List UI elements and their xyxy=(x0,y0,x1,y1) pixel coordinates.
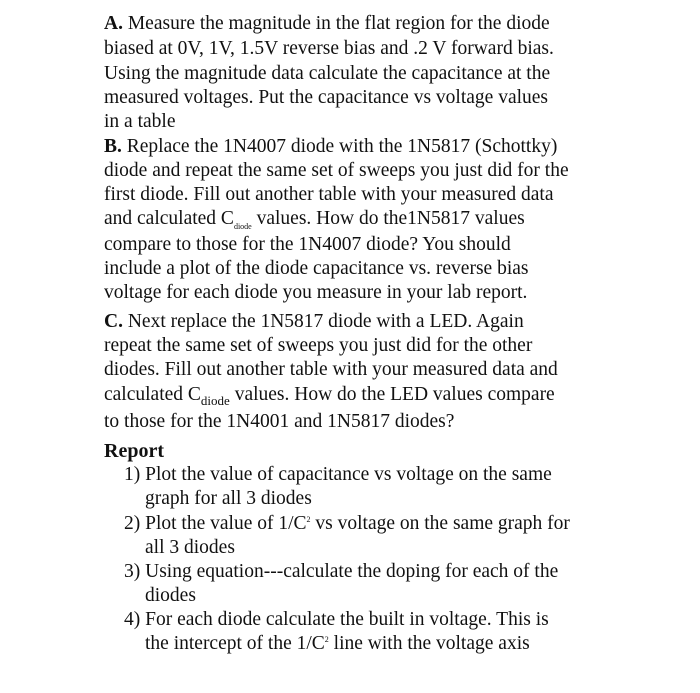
report-item-4-post: line with the voltage axis xyxy=(328,633,530,654)
report-item-2-line-1 xyxy=(124,512,570,539)
section-b-line-4-post: values. How do the1N5817 values xyxy=(251,208,525,229)
report-item-4-pre: the intercept of the 1/C xyxy=(145,633,325,654)
report-item-2-line-2: all 3 diodes xyxy=(145,537,235,558)
section-a-line-3: Using the magnitude data calculate the capacitance at the xyxy=(104,63,551,84)
section-b-line-5: compare to those for the 1N4007 diode? You should xyxy=(104,234,511,255)
section-b-line-7: voltage for each diode you measure in your lab report. xyxy=(104,282,528,303)
report-item-4-line-1: 4) For each diode calculate the built in voltage. This is xyxy=(124,609,549,630)
report-item-4-line-2 xyxy=(145,632,530,659)
section-b-line-3: first diode. Fill out another table with your measured data xyxy=(104,184,554,205)
report-item-1-line-1: 1) Plot the value of capacitance vs voltage on the same xyxy=(124,464,552,485)
section-a-line-5: in a table xyxy=(104,111,176,132)
section-b-line-2: diode and repeat the same set of sweeps you just did for the xyxy=(104,160,569,181)
section-a-text-1: Measure the magnitude in the flat region for the diode xyxy=(122,13,550,34)
section-c-text-1: Next replace the 1N5817 diode with a LED. Again xyxy=(122,311,524,332)
section-b-line-1 xyxy=(104,135,557,159)
report-item-2-pre: 2) Plot the value of 1/C xyxy=(124,513,307,534)
section-c-line-3: diodes. Fill out another table with your measured data and xyxy=(104,359,558,380)
section-b-label: B. xyxy=(104,136,122,157)
report-heading: Report xyxy=(104,440,164,462)
section-a-line-1 xyxy=(104,12,550,36)
section-a-line-4: measured voltages. Put the capacitance vs voltage values xyxy=(104,87,549,108)
section-c-line-4-post: values. How do the LED values compare xyxy=(229,384,555,405)
section-c-line-4-pre: calculated C xyxy=(104,384,201,405)
report-item-3-line-1: 3) Using equation---calculate the doping for each of the xyxy=(124,561,559,582)
report-item-1-line-2: graph for all 3 diodes xyxy=(145,488,312,509)
section-b-line-4-pre: and calculated C xyxy=(104,208,234,229)
section-b-line-6: include a plot of the diode capacitance vs. reverse bias xyxy=(104,258,529,279)
section-b-text-1: Replace the 1N4007 diode with the 1N5817 (Schottky) xyxy=(121,136,558,157)
section-a-line-2: biased at 0V, 1V, 1.5V reverse bias and .2 V forward bias. xyxy=(104,38,554,59)
superscript-2: 2 xyxy=(306,515,311,524)
section-c-line-2: repeat the same set of sweeps you just did for the other xyxy=(104,335,533,356)
section-c-line-4 xyxy=(104,383,555,408)
section-c-label: C. xyxy=(104,311,123,332)
section-c-line-5: to those for the 1N4001 and 1N5817 diodes? xyxy=(104,411,455,432)
section-c-line-1 xyxy=(104,310,524,334)
superscript-2: 2 xyxy=(324,635,329,644)
section-a-label: A. xyxy=(104,13,123,34)
section-b-line-4 xyxy=(104,207,525,234)
report-item-2-post: vs voltage on the same graph for xyxy=(310,513,570,534)
c-diode-subscript: diode xyxy=(200,393,230,408)
report-item-3-line-2: diodes xyxy=(145,585,196,606)
c-diode-subscript: diode xyxy=(233,222,252,231)
